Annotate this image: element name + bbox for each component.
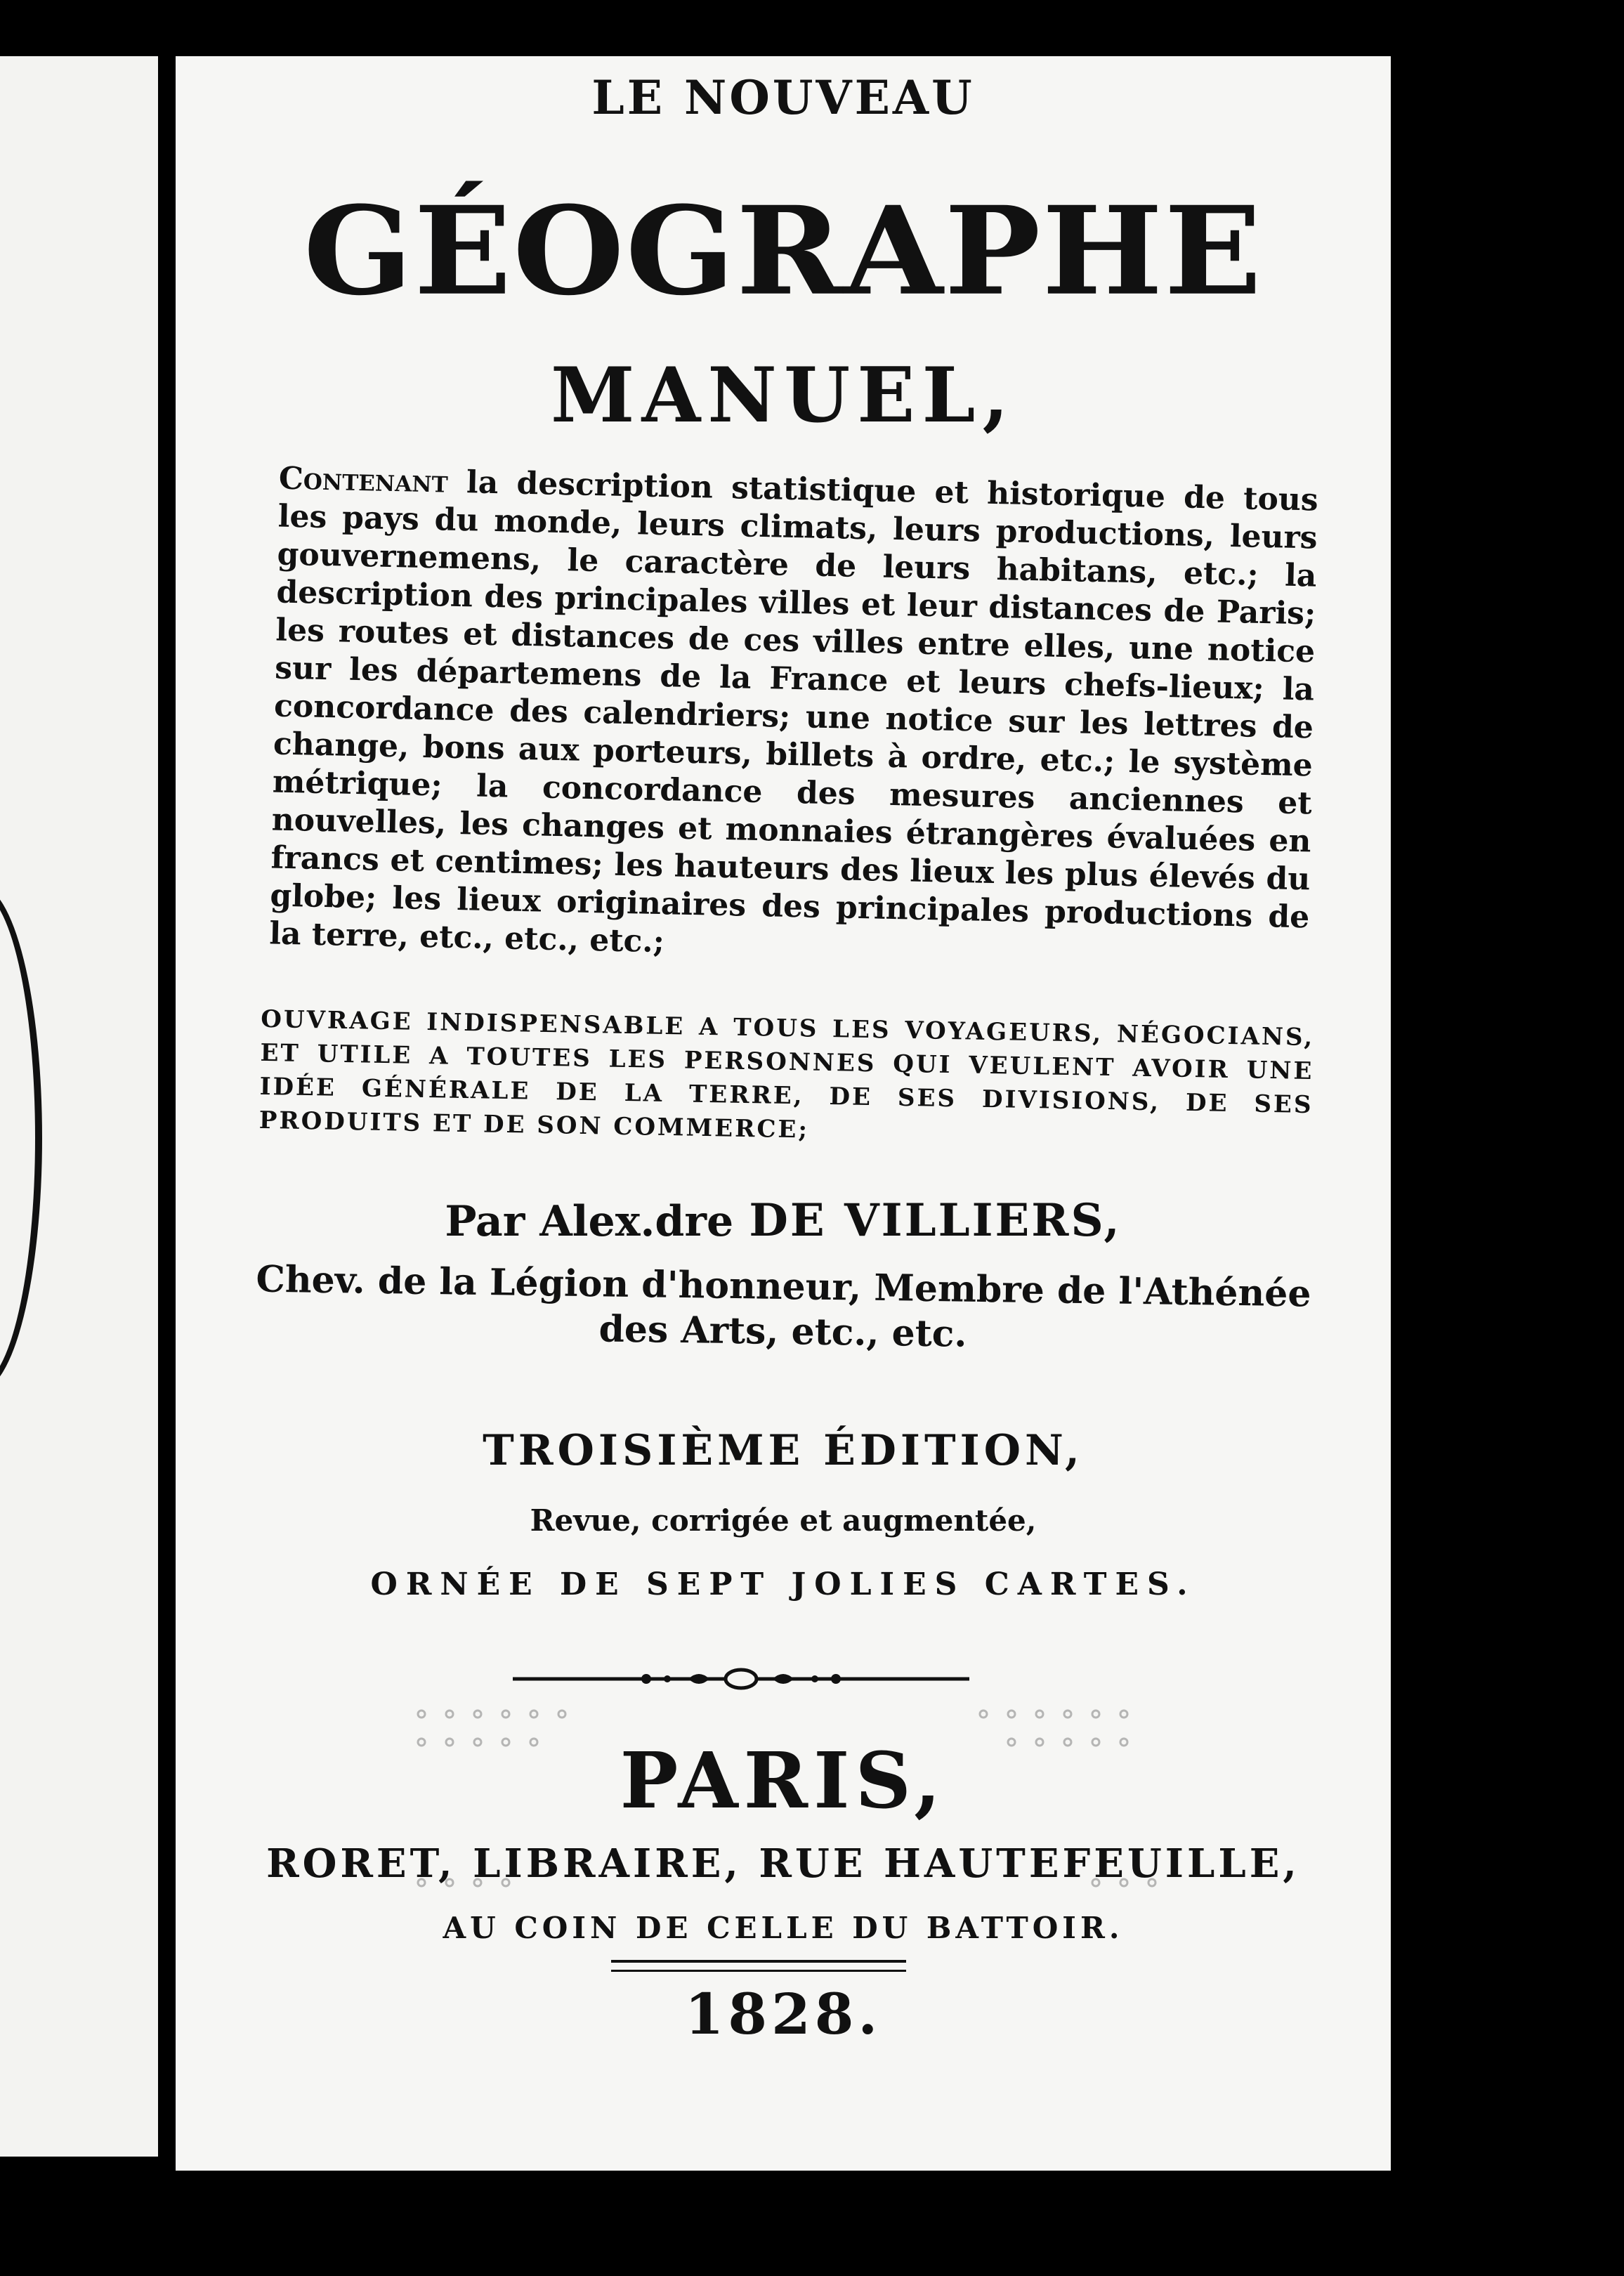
contents-description <box>269 460 1318 975</box>
author-line <box>176 1194 1391 1247</box>
facing-page <box>0 56 158 2157</box>
maps-note: ORNÉE DE SEPT JOLIES CARTES. <box>370 1567 1196 1602</box>
pre-title: LE NOUVEAU <box>591 70 975 125</box>
author-name: DE VILLIERS, <box>749 1194 1122 1247</box>
audience-statement: OUVRAGE INDISPENSABLE A TOUS LES VOYAGEURS, NÉGOCIANS, ET UTILE A TOUTES LES PERSONNES QUI VEULENT AVOIR UNE IDÉE GÉNÉRALE DE LA TERRE, DE SES DIVISIONS, DE SES PRODUITS ET DE SON COMMERCE; <box>258 1005 1315 1144</box>
author-credentials-line-1: Chev. de la Légion d'honneur, Membre de l'Athénée <box>256 1257 1311 1316</box>
revision-note: Revue, corrigée et augmentée, <box>530 1503 1037 1538</box>
ornament-divider <box>513 1665 969 1693</box>
author-credentials-line-2: des Arts, etc., etc. <box>598 1307 967 1356</box>
publication-year: 1828. <box>684 1981 882 2047</box>
book-title: GÉOGRAPHE <box>303 179 1264 322</box>
double-rule-divider <box>611 1960 906 1972</box>
publisher-address: AU COIN DE CELLE DU BATTOIR. <box>443 1911 1124 1945</box>
description-body: la description statistique et historique de tous les pays du monde, leurs climats, leurs productions, leurs gouvernemens, le caractère de leurs habitans, etc.; la description des principales villes et leur distances de Paris; les routes et distances de ces villes entre elles, une notice sur les départemens de la France et leurs chefs-lieux; la concordance des calendriers; une notice sur les lettres de change, bons aux porteurs, billets à ordre, etc.; le système métrique; la concordance des mesures anciennes et nouvelles, les changes et monnaies étrangères évaluées en francs et centimes; les hauteurs des lieux les plus élevés du globe; les lieux originaires des principales productions de la terre, etc., etc., etc.; <box>268 464 1319 960</box>
publisher: RORET, LIBRAIRE, RUE HAUTEFEUILLE, <box>266 1840 1300 1887</box>
book-subtitle: MANUEL, <box>550 351 1016 440</box>
description-lead: Contenant <box>278 460 449 500</box>
author-credentials <box>175 1256 1391 1363</box>
author-prefix: Par Alex.dre <box>445 1197 734 1246</box>
publication-city: PARIS, <box>620 1735 947 1826</box>
edition: TROISIÈME ÉDITION, <box>483 1426 1084 1475</box>
title-page <box>176 56 1391 2171</box>
facing-page-illustration-edge <box>0 885 42 1391</box>
